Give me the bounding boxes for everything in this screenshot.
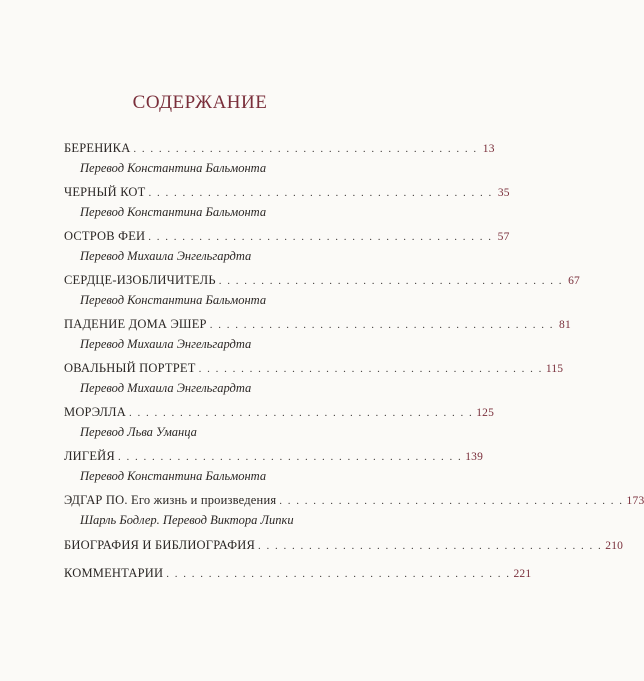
entry-title: ЧЕРНЫЙ КОТ	[64, 185, 146, 199]
toc-entry[interactable]	[64, 493, 644, 528]
dot-leader: . . . . . . . . . . . . . . . . . . . . . . . . . . . . . . . . . . . . . . . . .	[279, 495, 624, 507]
page-number: 115	[545, 363, 564, 375]
page-number: 125	[476, 407, 495, 419]
toc-entry[interactable]	[64, 229, 510, 264]
entry-title: БИОГРАФИЯ И БИБЛИОГРАФИЯ	[64, 538, 256, 552]
entry-title: ЭДГАР ПО. Его жизнь и произведения	[64, 493, 277, 507]
page-number: 173	[626, 495, 644, 507]
dot-leader: . . . . . . . . . . . . . . . . . . . . . . . . . . . . . . . . . . . . . . . . .	[148, 187, 493, 199]
page-number: 221	[513, 568, 532, 580]
entry-translator: Перевод Михаила Энгельгардта	[80, 249, 252, 263]
entry-translator: Перевод Константина Бальмонта	[80, 469, 267, 483]
page-number: 35	[497, 187, 510, 199]
toc-entry[interactable]	[64, 185, 510, 220]
page-number: 67	[568, 275, 580, 287]
entry-translator: Перевод Константина Бальмонта	[80, 293, 267, 307]
page-number: 139	[465, 451, 484, 463]
entry-translator: Перевод Михаила Энгельгардта	[80, 381, 252, 395]
dot-leader: . . . . . . . . . . . . . . . . . . . . . . . . . . . . . . . . . . . . . . . . .	[209, 319, 554, 331]
entry-translator: Шарль Бодлер. Перевод Виктора Липки	[80, 513, 294, 527]
dot-leader: . . . . . . . . . . . . . . . . . . . . . . . . . . . . . . . . . . . . . . . . .	[128, 407, 474, 419]
dot-leader: . . . . . . . . . . . . . . . . . . . . . . . . . . . . . . . . . . . . . . . . .	[133, 143, 478, 155]
entry-title: КОММЕНТАРИИ	[64, 566, 164, 580]
entry-title: ПАДЕНИЕ ДОМА ЭШЕР	[64, 317, 207, 331]
toc-entry[interactable]	[64, 361, 564, 396]
entry-title: СЕРДЦЕ-ИЗОБЛИЧИТЕЛЬ	[64, 273, 216, 287]
entry-title: ЛИГЕЙЯ	[64, 449, 115, 463]
toc-entry[interactable]	[64, 317, 571, 352]
toc-entry[interactable]	[64, 141, 495, 176]
toc-entry[interactable]	[64, 449, 484, 484]
entry-translator: Перевод Константина Бальмонта	[80, 161, 267, 175]
dot-leader: . . . . . . . . . . . . . . . . . . . . . . . . . . . . . . . . . . . . . . . . .	[258, 540, 603, 552]
dot-leader: . . . . . . . . . . . . . . . . . . . . . . . . . . . . . . . . . . . . . . . . .	[117, 451, 463, 463]
dot-leader: . . . . . . . . . . . . . . . . . . . . . . . . . . . . . . . . . . . . . . . . .	[218, 275, 563, 287]
page-number: 81	[559, 319, 571, 331]
dot-leader: . . . . . . . . . . . . . . . . . . . . . . . . . . . . . . . . . . . . . . . . .	[166, 568, 511, 580]
page-number: 210	[605, 540, 624, 552]
toc-entry[interactable]	[64, 273, 580, 308]
page-title: СОДЕРЖАНИЕ	[132, 92, 268, 113]
page-number: 13	[482, 143, 495, 155]
toc-entry[interactable]	[64, 538, 624, 554]
page-number: 57	[497, 231, 510, 243]
entry-title: БЕРЕНИКА	[64, 141, 131, 155]
entry-title: ОВАЛЬНЫЙ ПОРТРЕТ	[64, 361, 196, 375]
entry-translator: Перевод Льва Уманца	[80, 425, 197, 439]
toc-entry[interactable]	[64, 405, 495, 440]
entry-translator: Перевод Михаила Энгельгардта	[80, 337, 252, 351]
entry-title: МОРЭЛЛА	[64, 405, 126, 419]
dot-leader: . . . . . . . . . . . . . . . . . . . . . . . . . . . . . . . . . . . . . . . . .	[148, 231, 493, 243]
toc-entry[interactable]	[64, 566, 532, 582]
dot-leader: . . . . . . . . . . . . . . . . . . . . . . . . . . . . . . . . . . . . . . . . .	[198, 363, 543, 375]
entry-translator: Перевод Константина Бальмонта	[80, 205, 267, 219]
entry-title: ОСТРОВ ФЕИ	[64, 229, 146, 243]
